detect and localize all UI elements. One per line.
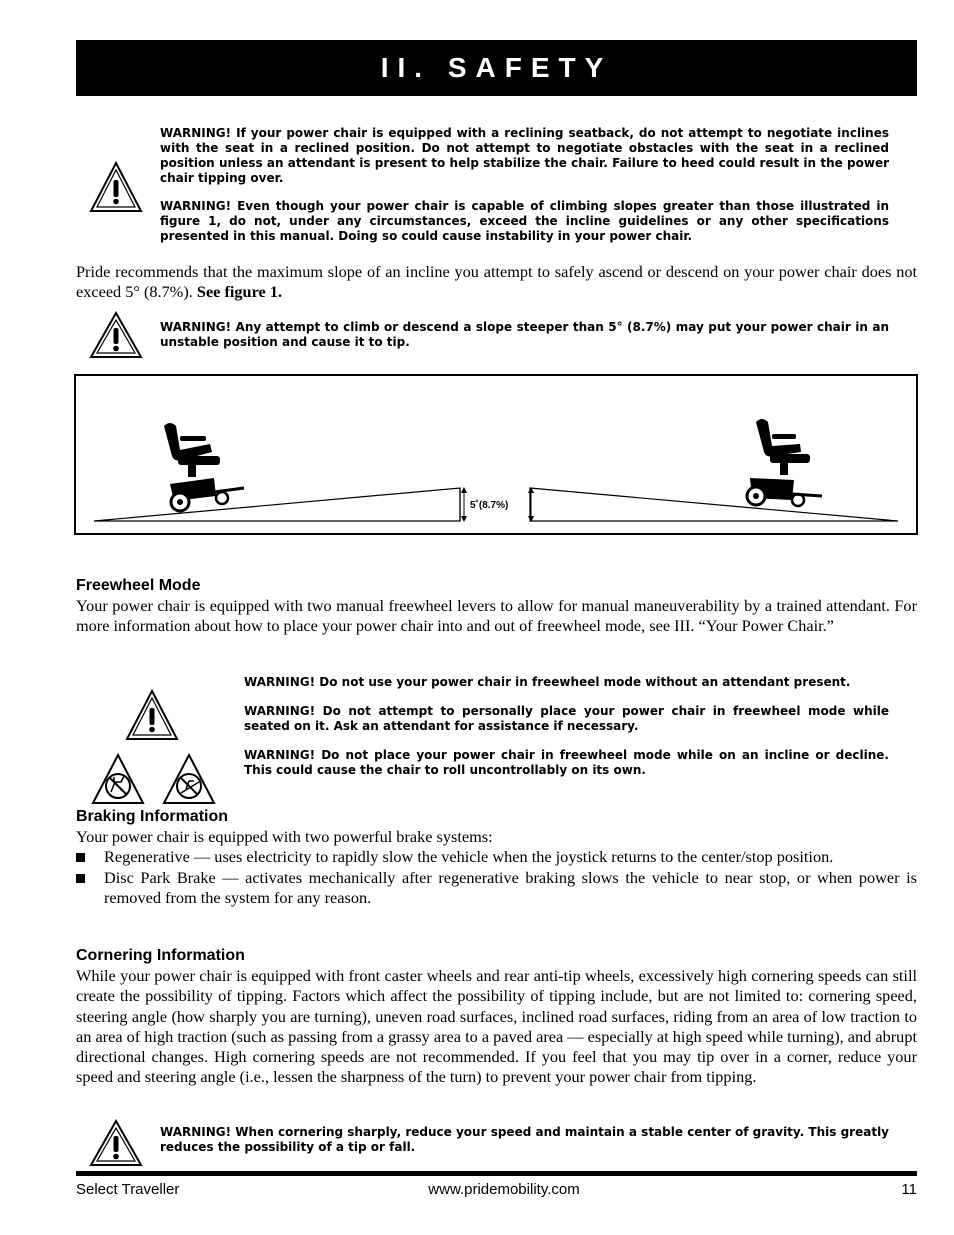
freewheel-section: [76, 576, 917, 637]
braking-intro: Your power chair is equipped with two powerful brake systems:: [76, 827, 493, 846]
cornering-section: [76, 946, 917, 1088]
footer-page-number: 11: [901, 1181, 917, 1198]
no-freewheel-seated-icon: [90, 752, 146, 806]
warning-block-cornering: [160, 1125, 889, 1155]
bullet-icon: [76, 874, 85, 883]
incline-paragraph: [76, 262, 917, 303]
cornering-heading: Cornering Information: [76, 947, 245, 964]
bullet-icon: [76, 853, 85, 862]
warning-triangle-icon: [88, 160, 144, 214]
braking-section: [76, 807, 917, 908]
warning-triangle-icon: [88, 310, 144, 360]
figure-reference: See figure 1.: [196, 282, 283, 302]
warning-freewheel-seated: WARNING! Do not attempt to personally place your power chair in freewheel mode while seated on it. Ask an attendant for assistance if necessary.: [244, 704, 889, 733]
incline-text: Pride recommends that the maximum slope of an incline you attempt to safely ascend or descend on your power chair does not exceed 5° (8.7%).: [76, 262, 917, 302]
warning-reclining: WARNING! If your power chair is equipped with a reclining seatback, do not attempt to negotiate inclines with the seat in a reclined position. Do not attempt to negotiate obstacles with the seat in a reclined position unless an attendant is present to help stabilize the chair. Failure to heed could result in the power chair tipping over.: [160, 126, 889, 185]
incline-illustration: [74, 374, 918, 535]
braking-item-regenerative: Regenerative — uses electricity to rapidly slow the vehicle when the joystick returns to the center/stop position.: [104, 847, 834, 867]
list-item: [76, 868, 917, 909]
braking-heading: Braking Information: [76, 808, 229, 825]
warning-block-freewheel: [244, 675, 889, 778]
warning-cornering: WARNING! When cornering sharply, reduce your speed and maintain a stable center of gravity. This greatly reduces the possibility of a tip or fall.: [160, 1125, 889, 1154]
braking-item-disc-park: Disc Park Brake — activates mechanically after regenerative braking slows the vehicle to near stop, or when power is removed from the system for any reason.: [104, 867, 917, 907]
list-item: [76, 847, 917, 867]
no-freewheel-incline-icon: [161, 752, 217, 806]
figure-1: [74, 374, 918, 535]
warning-triangle-icon: [88, 1118, 144, 1168]
footer-rule: [76, 1171, 917, 1176]
warning-triangle-icon: [124, 688, 180, 742]
footer-model: Select Traveller: [76, 1181, 180, 1198]
warning-steeper: WARNING! Any attempt to climb or descend a slope steeper than 5° (8.7%) may put your power chair in an unstable position and cause it to tip.: [160, 320, 889, 349]
warning-block-reclining: [160, 126, 889, 244]
freewheel-heading: Freewheel Mode: [76, 577, 201, 594]
footer-website[interactable]: www.pridemobility.com: [428, 1181, 580, 1198]
freewheel-text: Your power chair is equipped with two manual freewheel levers to allow for manual maneuverability by a trained attendant. For more information about how to place your power chair into and out of freewheel mode, see III. “Your Power Chair.”: [76, 596, 917, 636]
cornering-text: While your power chair is equipped with front caster wheels and rear anti-tip wheels, excessively high cornering speeds can still create the possibility of tipping. Factors which affect the possibility of tipping include, but are not limited to: cornering speed, steering angle (how sharply you are turning), uneven road surfaces, inclined road surfaces, riding from an area of low traction to an area of high traction (such as passing from a grassy area to a paved area — especially at high speed while turning), and abrupt directional changes. High cornering speeds are not recommended. If you feel that you may tip over in a corner, reduce your speed and steering angle (i.e., lessen the sharpness of the turn) to prevent your power chair from tipping.: [76, 966, 917, 1087]
warning-slopes: WARNING! Even though your power chair is capable of climbing slopes greater than those illustrated in figure 1, do not, under any circumstances, exceed the incline guidelines or any other specifications presented in this manual. Doing so could cause instability in your power chair.: [160, 199, 889, 243]
section-banner: [76, 40, 917, 96]
slope-label: 5˚(8.7%): [470, 500, 509, 511]
warning-freewheel-incline: WARNING! Do not place your power chair in freewheel mode while on an incline or decline. This could cause the chair to roll uncontrollably on its own.: [244, 748, 889, 777]
warning-freewheel-attendant: WARNING! Do not use your power chair in freewheel mode without an attendant present.: [244, 675, 851, 689]
page-title: II. SAFETY: [380, 52, 613, 83]
warning-block-steeper: [160, 320, 889, 350]
